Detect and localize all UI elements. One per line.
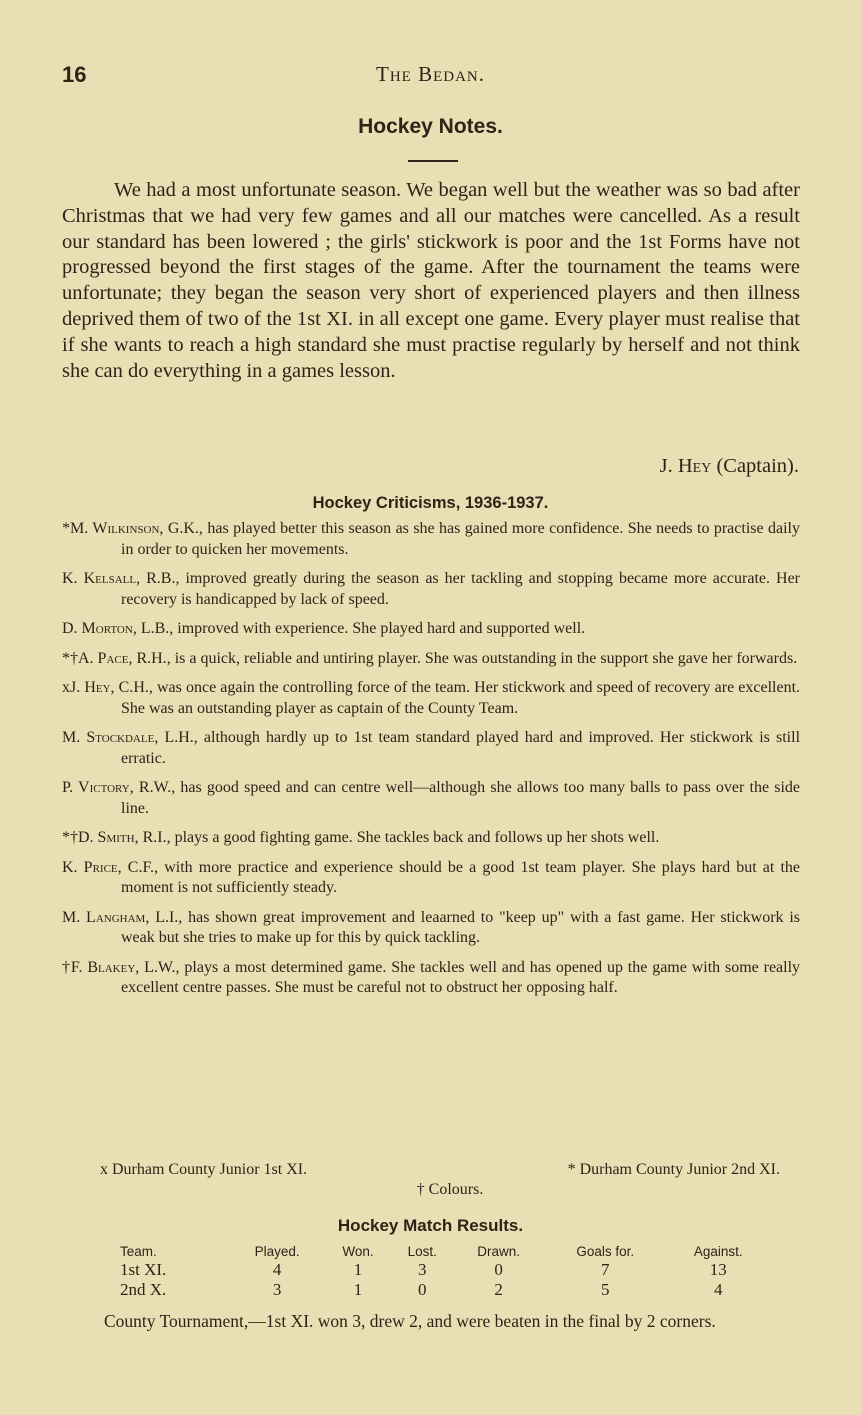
criticism-marks: *† <box>62 829 78 846</box>
cell-goals-for: 7 <box>600 1260 610 1279</box>
criticism-text: although hardly up to 1st team standard played hard and improved. Her stickwork is still erratic. <box>121 729 801 767</box>
cell-goals-for: 5 <box>600 1280 610 1299</box>
results-table <box>110 1242 770 1300</box>
criticism-text: plays a good fighting game. She tackles back and follows up her shots well. <box>174 829 660 846</box>
player-name: D. Smith <box>78 829 135 846</box>
player-name: K. Price <box>62 858 118 876</box>
player-name: M. Langham <box>62 908 146 926</box>
page-header <box>62 62 799 96</box>
criticism-text: was once again the controlling force of the team. Her stickwork and speed of recovery are excellent. She was an outstanding player as captain of the County Team. <box>121 679 801 717</box>
legend-junior-1st: x Durham County Junior 1st XI. <box>100 1161 308 1178</box>
signature <box>660 455 799 478</box>
col-goals-for: Goals for. <box>576 1243 635 1259</box>
player-position: G.K. <box>167 520 199 537</box>
col-played: Played. <box>254 1243 300 1259</box>
cell-team: 2nd X. <box>120 1280 167 1299</box>
player-name: A. Pace <box>78 649 129 667</box>
criticism-text: has good speed and can centre well—although she allows too many balls to pass over the side line. <box>121 779 801 817</box>
signature-name: Hey <box>677 455 712 477</box>
col-won: Won. <box>342 1243 374 1259</box>
results-header-row <box>110 1242 770 1260</box>
page-number: 16 <box>62 62 87 87</box>
cell-won: 1 <box>353 1280 363 1299</box>
legend-colours: † Colours. <box>416 1181 484 1198</box>
running-title: The Bedan. <box>376 62 485 86</box>
player-position: L.B. <box>140 620 170 637</box>
player-name: M. Stockdale <box>62 729 155 746</box>
signature-role: (Captain). <box>716 455 799 477</box>
table-row <box>110 1280 770 1300</box>
list-item: *†A. Pace, R.H., is a quick, reliable and untiring player. She was outstanding in the support she gave her forwards. <box>62 649 798 667</box>
list-item: K. Kelsall, R.B., improved greatly during the season as her tackling and stopping became more accurate. Her recovery is handicapped by lack of speed. <box>62 570 801 608</box>
player-position: L.I. <box>155 908 179 926</box>
col-against: Against. <box>693 1243 743 1259</box>
player-name: K. Kelsall <box>62 570 137 587</box>
list-item: P. Victory, R.W., has good speed and can centre well—although she allows too many balls to pass over the side line. <box>62 779 801 817</box>
list-item: *†D. Smith, R.I., plays a good fighting game. She tackles back and follows up her shots well. <box>62 829 660 846</box>
player-position: C.H. <box>118 679 149 696</box>
player-position: R.I. <box>142 829 167 846</box>
colours-legend <box>100 1160 800 1200</box>
list-item: M. Langham, L.I., has shown great improvement and leaarned to "keep up" with a fast game. Her stickwork is weak but she tries to make up for this by quick tackling. <box>62 908 801 946</box>
list-item: M. Stockdale, L.H., although hardly up to 1st team standard played hard and improved. Her stickwork is still erratic. <box>62 729 801 767</box>
player-name: J. Hey <box>70 679 111 696</box>
criticism-text: has played better this season as she has gained more confidence. She needs to practise daily in order to quicken her movements. <box>121 520 801 558</box>
cell-drawn: 0 <box>494 1260 503 1279</box>
criticisms-heading: Hockey Criticisms, 1936-1937. <box>312 494 549 512</box>
table-row <box>110 1260 770 1280</box>
cell-lost: 0 <box>417 1280 427 1299</box>
criticism-text: improved greatly during the season as her tackling and stopping became more accurate. Her recovery is handicapped by lack of speed. <box>121 570 801 608</box>
list-item: †F. Blakey, L.W., plays a most determined game. She tackles well and has opened up the game with some really excellent centre passes. She must be careful not to obstruct her opposing half. <box>62 958 801 996</box>
player-name: M. Wilkinson <box>70 520 160 537</box>
list-item: K. Price, C.F., with more practice and experience should be a good 1st team player. She plays hard but at the moment is not sufficiently steady. <box>62 858 801 896</box>
col-team: Team. <box>120 1243 157 1259</box>
criticism-marks: * <box>62 520 70 537</box>
title-rule <box>408 160 458 162</box>
legend-junior-2nd: * Durham County Junior 2nd XI. <box>567 1161 780 1178</box>
player-position: R.H. <box>136 649 167 667</box>
player-name: D. Morton <box>62 620 133 637</box>
cell-team: 1st XI. <box>120 1260 167 1279</box>
player-position: C.F. <box>127 858 155 876</box>
criticisms-list <box>62 519 800 1008</box>
player-position: R.W. <box>138 779 172 796</box>
player-name: P. Victory <box>62 779 130 796</box>
criticism-marks: x <box>62 679 70 696</box>
list-item: *M. Wilkinson, G.K., has played better this season as she has gained more confidence. She needs to practise daily in order to quicken her movements. <box>62 520 801 558</box>
player-name: F. Blakey <box>70 958 136 976</box>
col-lost: Lost. <box>407 1243 437 1259</box>
cell-played: 4 <box>272 1260 282 1279</box>
player-position: R.B. <box>146 570 176 587</box>
cell-played: 3 <box>272 1280 282 1299</box>
signature-initial: J. <box>659 455 673 477</box>
cell-lost: 3 <box>417 1260 427 1279</box>
criticism-text: has shown great improvement and leaarned to "keep up" with a fast game. Her stickwork is weak but she tries to make up for this by quick tackling. <box>121 908 801 946</box>
player-position: L.W. <box>144 958 176 976</box>
cell-against: 4 <box>713 1280 723 1299</box>
list-item: xJ. Hey, C.H., was once again the controlling force of the team. Her stickwork and speed of recovery are excellent. She was an outstanding player as captain of the County Team. <box>62 679 801 717</box>
criticism-text: is a quick, reliable and untiring player. She was outstanding in the support she gave her forwards. <box>174 649 798 667</box>
criticism-marks: † <box>62 958 71 976</box>
results-heading: Hockey Match Results. <box>337 1216 524 1235</box>
criticism-text: improved with experience. She played hard and supported well. <box>177 620 586 637</box>
tournament-footnote: County Tournament,—1st XI. won 3, drew 2, and were beaten in the final by 2 corners. <box>104 1311 716 1331</box>
criticism-text: plays a most determined game. She tackles well and has opened up the game with some really excellent centre passes. She must be careful not to obstruct her opposing half. <box>121 958 801 996</box>
article-title: Hockey Notes. <box>358 115 503 138</box>
cell-against: 13 <box>709 1260 727 1279</box>
player-position: L.H. <box>164 729 194 746</box>
list-item: D. Morton, L.B., improved with experience. She played hard and supported well. <box>62 620 586 637</box>
col-drawn: Drawn. <box>477 1243 520 1259</box>
cell-drawn: 2 <box>494 1280 503 1299</box>
cell-won: 1 <box>353 1260 363 1279</box>
criticism-marks: *† <box>62 649 78 667</box>
criticism-text: with more practice and experience should be a good 1st team player. She plays hard but at the moment is not sufficiently steady. <box>121 858 801 896</box>
notes-paragraph: We had a most unfortunate season. We began well but the weather was so bad after Christmas that we had very few games and all our matches were cancelled. As a result our standard has been lowered ; the girls' stickwork is poor and the 1st Forms have not progressed beyond the first stages of the game. After the tournament the teams were unfortunate; they began the season very short of experienced players and then illness deprived them of two of the 1st XI. in all except one game. Every player must realise that if she wants to reach a high standard she must practise regularly by herself and not think she can do everything in a games lesson. <box>62 179 800 382</box>
